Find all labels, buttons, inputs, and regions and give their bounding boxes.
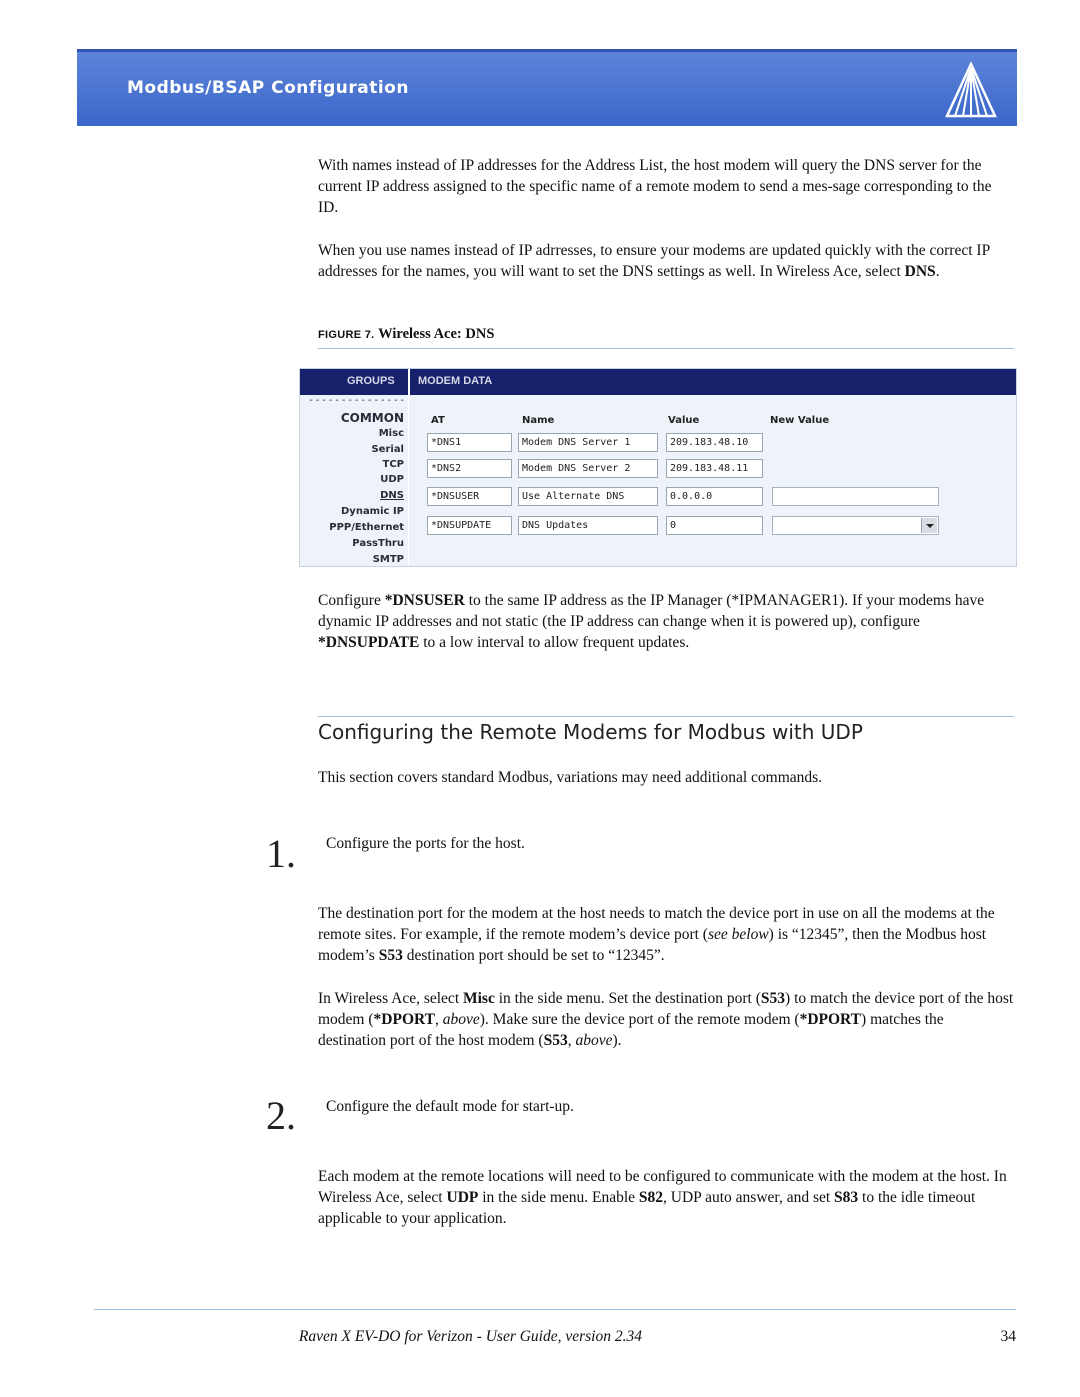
paragraph-dnsuser: Configure *DNSUSER to the same IP address as the IP Manager (*IPMANAGER1). If your modems have dynamic IP addresses and not static (the IP address can change when it is powered up), configure *DNSUPDATE to a low interval to allow frequent updates. xyxy=(318,592,985,651)
cell-name: Modem DNS Server 2 xyxy=(518,459,658,478)
page-number: 34 xyxy=(1000,1328,1016,1345)
column-name: Name xyxy=(522,415,555,426)
group-tcp[interactable]: TCP xyxy=(382,459,404,470)
cell-name: Modem DNS Server 1 xyxy=(518,433,658,452)
figure-title: Wireless Ace: DNS xyxy=(378,326,495,342)
cell-value: 209.183.48.10 xyxy=(666,433,763,452)
figure-number: FIGURE 7. xyxy=(318,329,375,341)
group-common[interactable]: COMMON xyxy=(340,411,404,425)
section-intro: This section covers standard Modbus, variations may need additional commands. xyxy=(318,769,823,786)
cell-at: *DNS1 xyxy=(427,433,512,452)
modem-data-header: MODEM DATA xyxy=(418,375,493,387)
step-text: Configure the ports for the host. xyxy=(326,835,525,852)
column-value: Value xyxy=(668,415,700,426)
figure-caption xyxy=(318,326,494,343)
column-new-value: New Value xyxy=(770,415,830,426)
cell-value: 0.0.0.0 xyxy=(666,487,763,506)
groups-dashes: --------------- xyxy=(308,395,406,406)
group-serial[interactable]: Serial xyxy=(371,444,404,455)
step-text: Configure the default mode for start-up. xyxy=(326,1098,574,1115)
footer-guide-title: Raven X EV-DO for Verizon - User Guide, version 2.34 xyxy=(298,1328,642,1345)
paragraph-misc-menu: In Wireless Ace, select Misc in the side menu. Set the destination port (S53) to match the device port of the host modem (*DPORT, above). Make sure the device port of the remote modem (*DPORT) matches the destination port of the host modem (S53, above). xyxy=(318,990,1014,1049)
group-passthru[interactable]: PassThru xyxy=(352,538,404,549)
column-at: AT xyxy=(431,415,445,426)
figure-rule xyxy=(318,348,1014,349)
cell-value: 0 xyxy=(666,516,763,535)
step-number: 2. xyxy=(266,1093,296,1138)
sierra-wireless-logo-icon xyxy=(943,62,999,118)
group-misc[interactable]: Misc xyxy=(378,428,404,439)
section-heading: Configuring the Remote Modems for Modbus with UDP xyxy=(318,720,863,744)
paragraph-dns-settings: When you use names instead of IP adrresses, to ensure your modems are updated quickly with the correct IP addresses for the names, you will want to set the DNS settings as well. In Wireless Ace, select DNS. xyxy=(318,242,990,280)
cell-at: *DNS2 xyxy=(427,459,512,478)
group-udp[interactable]: UDP xyxy=(380,474,404,485)
dnsuser-new-value-input[interactable] xyxy=(772,487,939,506)
group-dns[interactable]: DNS xyxy=(380,490,404,501)
wireless-ace-dns-screenshot xyxy=(299,368,1017,567)
cell-at: *DNSUPDATE xyxy=(427,516,512,535)
cell-at: *DNSUSER xyxy=(427,487,512,506)
figure-header-bar xyxy=(300,369,1016,395)
cell-name: Use Alternate DNS xyxy=(518,487,658,506)
section-rule xyxy=(318,716,1014,717)
group-ppp-ethernet[interactable]: PPP/Ethernet xyxy=(329,522,404,533)
paragraph-destination-port: The destination port for the modem at the host needs to match the device port in use on all the modems at the remote sites. For example, if the remote modem’s device port (see below) is “12345”, then the Modbus host modem’s S53 destination port should be set to “12345”. xyxy=(318,905,995,964)
header-banner xyxy=(77,49,1017,126)
group-smtp[interactable]: SMTP xyxy=(372,554,404,565)
paragraph-udp: Each modem at the remote locations will need to be configured to communicate with the modem at the host. In Wireless Ace, select UDP in the side menu. Enable S82, UDP auto answer, and set S83 to the idle timeout applicable to your application. xyxy=(318,1168,1007,1227)
paragraph-address-list: With names instead of IP addresses for the Address List, the host modem will query the DNS server for the current IP address assigned to the specific name of a remote modem to send a mes-sage corresponding to the ID. xyxy=(318,157,992,216)
cell-value: 209.183.48.11 xyxy=(666,459,763,478)
groups-divider xyxy=(408,395,409,565)
step-number: 1. xyxy=(266,831,296,876)
header-separator xyxy=(408,369,410,395)
dnsupdate-new-value-select[interactable] xyxy=(772,516,939,535)
dropdown-arrow-icon[interactable] xyxy=(921,518,937,533)
groups-header: GROUPS xyxy=(347,375,395,387)
footer-rule xyxy=(94,1309,1016,1310)
cell-name: DNS Updates xyxy=(518,516,658,535)
section-header-title: Modbus/BSAP Configuration xyxy=(127,78,409,98)
group-dynamic-ip[interactable]: Dynamic IP xyxy=(341,506,404,517)
